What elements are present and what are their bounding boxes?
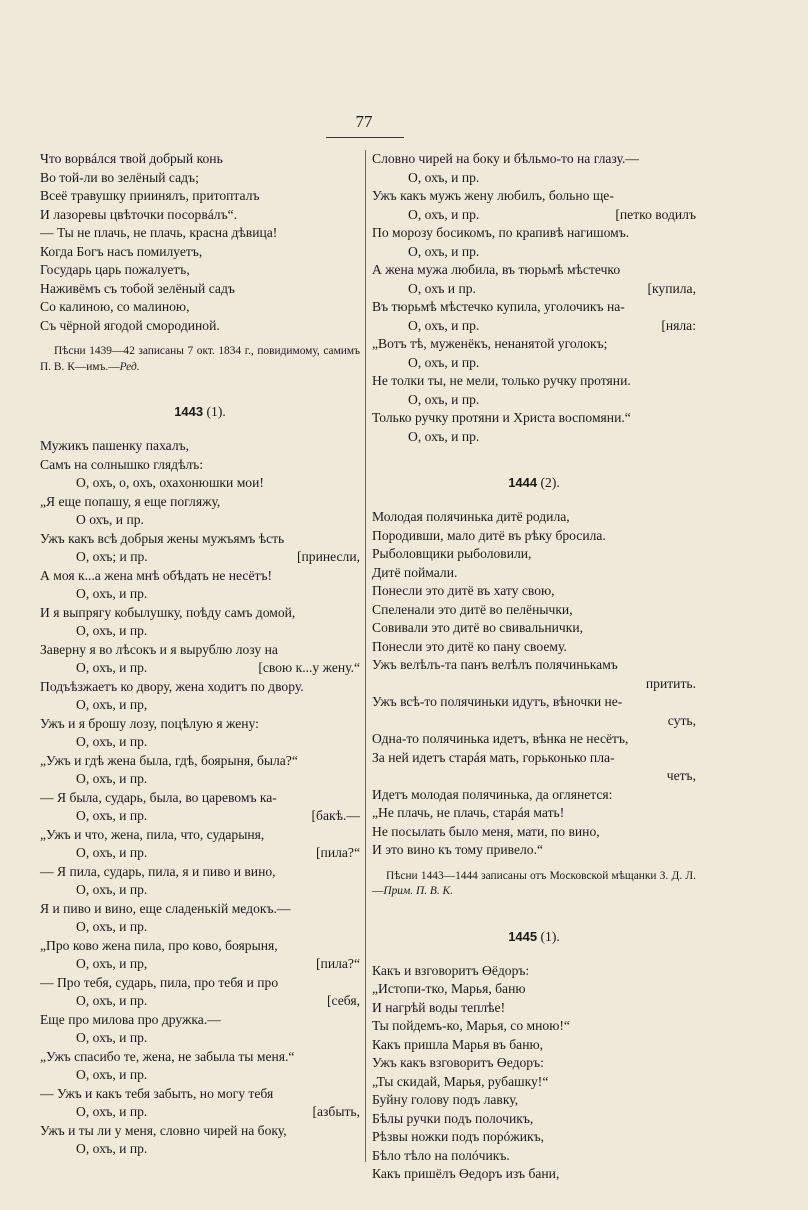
refrain-line: О, охъ, и пр. [408,354,480,370]
verse-line: Породивши, мало дитё въ рѣку бросила. [372,527,606,543]
verse-line: Какъ и взговоритъ Өёдоръ: [372,962,530,978]
verse-line: „Я еще попашу, я еще погляжу, [40,493,221,509]
refrain-line: О охъ, и пр. [76,512,144,527]
verse-line: Какъ пришла Марья въ баню, [372,1036,544,1052]
verse-line: „Вотъ тѣ, муженёкъ, ненанятой уголокъ; [372,336,608,351]
verse-line: Дитё поймали. [372,564,458,580]
refrain-line [40,992,360,1011]
column-divider [365,150,366,1162]
refrain-line: О, охъ, и пр. [76,1067,148,1082]
refrain-line [40,844,360,863]
verse-line-wrap: притить. [645,675,696,691]
footnote-editor: Прим. П. В. К. [383,885,453,897]
refrain-line [40,548,360,567]
refrain-line: О, охъ, и пр. [76,919,148,934]
verse-line: За ней идетъ старáя мать, горьконько пла- [372,749,615,765]
verse-line: Заверну я во лѣсокъ и я вырублю лозу на [40,641,278,657]
song-1443-lines [40,437,360,1159]
verse-line: Идетъ молодая полячинька, да оглянется: [372,786,613,802]
verse-line: Ты пойдемъ-ко, Марья, со мною!“ [372,1018,570,1033]
refrain-text: О, охъ и пр. [408,280,476,296]
verse-line: И нагрѣй воды теплѣе! [372,999,506,1015]
song-source: (1). [206,404,226,419]
verse-line: Я и пиво и вино, еще сладенькій медокъ.— [40,900,291,916]
refrain-line [40,1103,360,1122]
refrain-text: О, охъ, и пр. [408,206,480,222]
verse-line: Мужикъ пашенку пахалъ, [40,438,190,453]
right-column [372,150,696,1184]
verse-line: Ужъ какъ всѣ добрыя жены мужъямъ ѣсть [40,530,285,546]
verse-line: — Я была, сударь, была, во царевомъ ка- [40,789,277,805]
verse-line: Понесли это дитё въ хату свою, [372,583,555,598]
verse-line: Государь царь пожалуетъ, [40,262,190,277]
refrain-line: О, охъ, о, охъ, охахонюшки мои! [76,475,264,490]
song-heading-1444 [372,474,696,492]
refrain-line: О, охъ, и пр. [408,391,480,407]
verse-line: Словно чирей на боку и бѣльмо-то на глазу.— [372,151,639,166]
verse-line: „Ты скидай, Марья, рубашку!“ [372,1073,549,1089]
refrain-text: О, охъ, и пр. [408,317,480,333]
overflow-word: [свою к...у жену.“ [258,660,360,675]
verse-line: И это вино къ тому привело.“ [372,842,544,857]
refrain-line: О, охъ, и пр. [76,771,148,786]
overflow-word: [азбыть, [312,1104,360,1119]
refrain-text: О, охъ, и пр. [76,808,148,823]
overflow-word: [принесли, [296,549,360,564]
verse-line: Со калиною, со малиною, [40,299,190,314]
refrain-line: О, охъ, и пр. [76,882,148,897]
verse-line: Еще про милова про дружка.— [40,1011,221,1027]
refrain-line: О, охъ, и пр. [408,169,480,185]
verse-line: По морозу босикомъ, по крапивѣ нагишомъ. [372,225,630,240]
refrain-line [40,955,360,974]
refrain-text: О, охъ, и пр. [76,993,148,1008]
song-source: (2). [540,475,560,490]
refrain-line [372,206,696,225]
verse-line: Ужъ всѣ-то полячиньки идутъ, вѣночки не- [372,694,623,709]
refrain-line: О, охъ, и пр. [76,1030,148,1045]
refrain-line: О, охъ, и пр. [76,586,148,601]
verse-line: Ужъ какъ взговоритъ Өедоръ: [372,1055,544,1070]
footnote-editor: Ред. [119,360,140,373]
verse-line: „Ужъ и гдѣ жена была, гдѣ, боярыня, была?“ [40,752,298,768]
refrain-text: О, охъ, и пр. [76,660,148,675]
verse-line: „Про ково жена пила, про ково, боярыня, [40,937,278,953]
verse-line: Буйну голову подъ лавку, [372,1092,519,1107]
verse-line: Всеё травушку приинялъ, притопталъ [40,188,260,203]
verse-line-wrap: суть, [667,712,696,728]
verse-line: Ужъ какъ мужъ жену любилъ, больно ще- [372,188,614,203]
verse-line: И я выпрягу кобылушку, поѣду самъ домой, [40,604,296,620]
refrain-text: О, охъ, и пр. [76,845,148,860]
verse-line: Бѣлы ручки подъ полочикъ, [372,1110,534,1126]
refrain-line [40,807,360,826]
verse-line: „Ужъ спасибо те, жена, не забыла ты меня.“ [40,1048,295,1064]
verse-line: Понесли это дитё ко пану своему. [372,638,567,654]
verse-line: „Не плачь, не плачь, старáя мать! [372,805,565,820]
verse-line: Ужъ и я брошу лозу, поцѣлую я жену: [40,715,259,731]
verse-line: Совивали это дитё во свивальнички, [372,620,584,635]
refrain-line: О, охъ, и пр. [408,428,480,444]
refrain-line: О, охъ, и пр. [76,623,148,638]
song-1443-continued [372,150,696,446]
verse-line: Что ворвáлся твой добрый конь [40,151,223,166]
verse-line: Во той-ли во зелёный садъ; [40,169,199,185]
verse-line: „Ужъ и что, жена, пила, что, сударыня, [40,826,265,842]
verse-line: Ужъ и ты ли у меня, словно чирей на боку, [40,1122,287,1138]
footnote-text: Пѣсни 1443—1444 записаны отъ Московской мѣщанки З. Д. Л.— [372,869,696,897]
song-number: 1443 [174,404,204,419]
verse-line-wrap: четъ, [666,768,696,783]
overflow-word: [купила, [647,280,696,296]
verse-line: — Про тебя, сударь, пила, про тебя и про [40,974,279,990]
verse-line: — Ты не плачь, не плачь, красна дѣвица! [40,225,278,240]
refrain-text: О, охъ; и пр. [76,549,148,564]
verse-line: Какъ пришёлъ Өедоръ изъ бани, [372,1166,560,1181]
left-column [40,150,360,1159]
verse-line: Наживёмъ съ тобой зелёный садъ [40,280,235,296]
verse-line: А жена мужа любила, въ тюрьмѣ мѣстечко [372,262,621,277]
overflow-word: [няла: [661,317,696,333]
verse-line: Спеленали это дитё во пелёнычки, [372,601,573,617]
refrain-line: О, охъ, и пр. [408,243,480,259]
footnote-text: Пѣсни 1439—42 записаны 7 окт. 1834 г., повидимому, самимъ П. В. К—имъ.— [40,345,360,373]
song-number: 1444 [508,475,538,490]
verse-line: Молодая полячинька дитё родила, [372,509,570,524]
verse-line: „Истопи-тко, Марья, баню [372,981,526,996]
verse-line: Не посылать было меня, мати, по вино, [372,823,600,839]
refrain-line: О, охъ, и пр. [76,734,148,749]
refrain-line: О, охъ, и пр, [76,697,148,712]
verse-line: Не толки ты, не мели, только ручку протяни. [372,373,631,388]
refrain-line [372,280,696,299]
song-heading-1445 [372,928,696,946]
verse-line: Съ чёрной ягодой смородиной. [40,317,220,333]
verse-line: Ужъ велѣлъ-та панъ велѣлъ полячинькамъ [372,657,618,672]
footnote-1443 [372,869,696,900]
song-source: (1). [540,928,560,944]
verse-line: Бѣло тѣло на полóчикъ. [372,1147,510,1163]
verse-line: Когда Богъ насъ помилуетъ, [40,243,203,259]
overflow-word: [петко водилъ [615,206,696,222]
song-1445-lines [372,962,696,1184]
verse-line: Рѣзвы ножки подъ порóжикъ, [372,1129,545,1144]
refrain-text: О, охъ, и пр. [76,1104,148,1119]
verse-line: Въ тюрьмѣ мѣстечко купила, уголочикъ на- [372,299,625,314]
page-number: 77 [355,112,373,131]
verse-line: А моя к...а жена мнѣ обѣдать не несётъ! [40,567,272,583]
refrain-line [40,659,360,678]
overflow-word: [пила?“ [316,845,360,860]
verse-line: И лазоревы цвѣточки посорвáлъ“. [40,206,238,222]
refrain-line [372,317,696,336]
refrain-text: О, охъ, и пр, [76,956,148,971]
verse-line: Подъѣзжаетъ ко двору, жена ходитъ по двору. [40,678,304,694]
verse-line: Только ручку протяни и Христа воспомяни.“ [372,410,631,425]
verse-top [40,150,360,335]
refrain-line: О, охъ, и пр. [76,1141,148,1156]
verse-line: Рыболовщики рыболовили, [372,546,532,561]
overflow-word: [бакѣ.— [311,808,360,823]
page-number-rule [326,137,404,138]
song-1444-lines [372,508,696,860]
footnote-1439 [40,344,360,375]
overflow-word: [пила?“ [316,956,360,971]
verse-line: — Ужъ и какъ тебя забыть, но могу тебя [40,1085,274,1101]
song-heading-1443 [40,403,360,421]
verse-line: Самъ на солнышко глядѣлъ: [40,456,204,472]
verse-line: Одна-то полячинька идетъ, вѣнка не несётъ, [372,731,629,746]
song-number: 1445 [508,928,538,944]
overflow-word: [себя, [327,993,360,1008]
verse-line: — Я пила, сударь, пила, я и пиво и вино, [40,863,276,879]
